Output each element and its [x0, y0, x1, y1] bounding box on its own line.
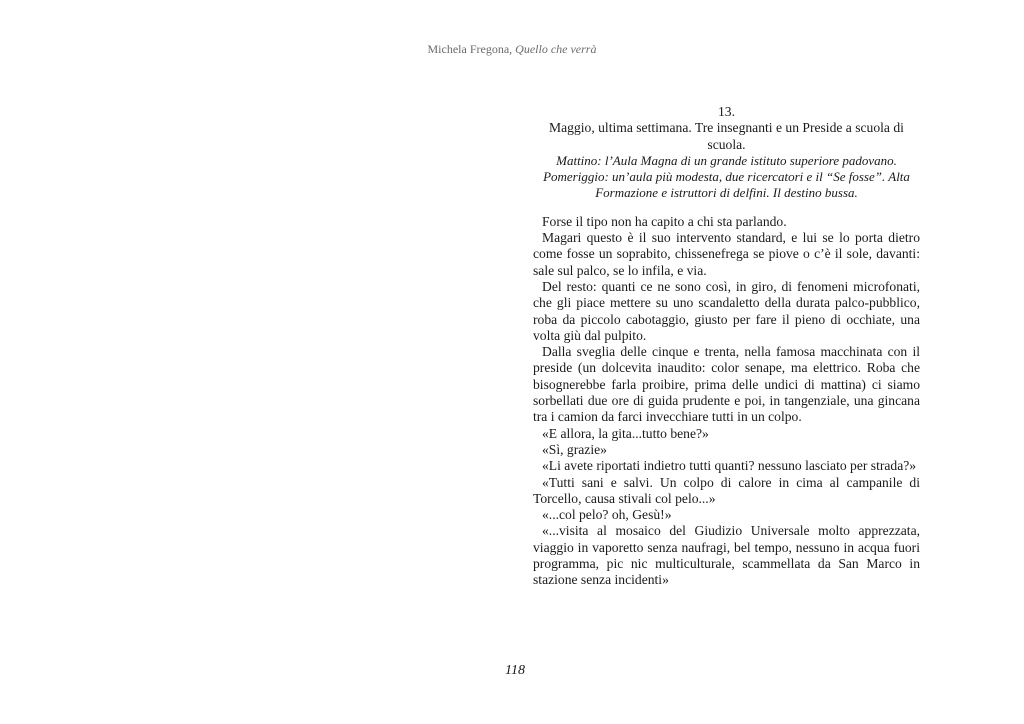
- running-head: [0, 42, 1024, 57]
- dialogue-line: «Li avete riportati indietro tutti quanti? nessuno lasciato per strada?»: [542, 458, 917, 474]
- text-column: [533, 104, 920, 589]
- running-head-author: Michela Fregona,: [427, 42, 513, 56]
- chapter-subheading: Mattino: l’Aula Magna di un grande istituto superiore padovano. Pomeriggio: un’aula più modesta, due ricercatori e il “Se fosse”. Alta Formazione e istruttori di delfini. Il destino bussa.: [543, 152, 910, 201]
- chapter-number: 13.: [718, 104, 735, 119]
- dialogue-line: «...col pelo? oh, Gesù!»: [542, 507, 672, 523]
- paragraph: Magari questo è il suo intervento standard, e lui se lo porta dietro come fosse un soprabito, chissenefrega se piove o c’è il sole, davanti: sale sul palco, se lo infila, e via.: [533, 230, 920, 278]
- heading-spacer: [533, 202, 920, 214]
- running-head-title: Quello che verrà: [515, 42, 597, 56]
- dialogue-line: «Tutti sani e salvi. Un colpo di calore in cima al campanile di Torcello, causa stivali col pelo...»: [533, 474, 920, 506]
- dialogue-line: «E allora, la gita...tutto bene?»: [542, 425, 709, 441]
- paragraph: Forse il tipo non ha capito a chi sta parlando.: [542, 213, 787, 229]
- page-number: 118: [505, 663, 525, 678]
- dialogue-line: «Sì, grazie»: [542, 441, 607, 457]
- dialogue-line: «...visita al mosaico del Giudizio Universale molto apprezzata, viaggio in vaporetto senza naufragi, bel tempo, nessuno in acqua fuori programma, pic nic multiculturale, scammellata da San Marco in stazione senza incidenti»: [533, 523, 920, 588]
- chapter-heading: Maggio, ultima settimana. Tre insegnanti e un Preside a scuola di scuola.: [549, 120, 904, 152]
- paragraph: Dalla sveglia delle cinque e trenta, nella famosa macchinata con il preside (un dolcevita inaudito: color senape, ma elettrico. Roba che bisognerebbe farla proibire, prima delle undici di mattina) ci siamo sorbellati due ore di guida prudente e poi, in tangenziale, una gincana tra i camion da farci invecchiare tutti in un colpo.: [533, 344, 920, 425]
- paragraph: Del resto: quanti ce ne sono così, in giro, di fenomeni microfonati, che gli piace mettere su uno scandaletto della durata palco-pubblico, roba da piccolo cabotaggio, giusto per fare il pieno di occhiate, una volta giù dal pulpito.: [533, 278, 920, 343]
